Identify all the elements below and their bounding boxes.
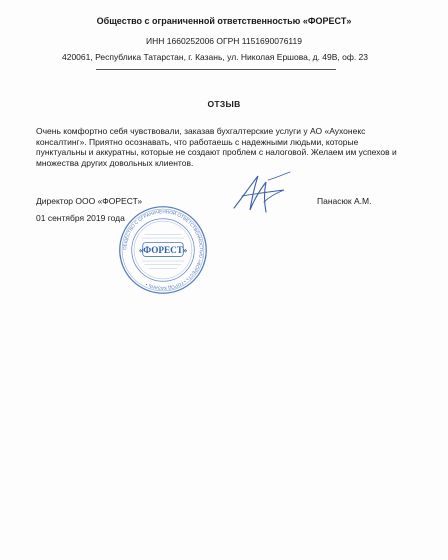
company-address: 420061, Республика Татарстан, г. Казань, ул. Николая Ершова, д. 49В, оф. 23 bbox=[62, 52, 369, 62]
registration-numbers: ИНН 1660252006 ОГРН 1151690076119 bbox=[146, 36, 302, 46]
body-line: консалтинг». Приятно осознавать, что работаешь с надежными людьми, которые bbox=[36, 136, 359, 147]
company-stamp bbox=[117, 204, 209, 296]
body-line: пунктуальны и аккуратны, которые не создают проблем с налоговой. Желаем им успехов и bbox=[36, 147, 397, 158]
letterhead-divider bbox=[96, 69, 336, 70]
stamp-logo-text: «ФОРЕСТ» bbox=[138, 244, 188, 255]
company-name: Общество с ограниченной ответственностью «ФОРЕСТ» bbox=[96, 16, 352, 26]
letter-heading: ОТЗЫВ bbox=[207, 99, 241, 109]
body-line: Очень комфортно себя чувствовали, заказав бухгалтерские услуги у АО «Аухонекс bbox=[36, 126, 366, 136]
letter-body bbox=[36, 126, 404, 168]
letter-date: 01 сентября 2019 года bbox=[36, 213, 125, 223]
body-line: множества других довольных клиентов. bbox=[36, 157, 194, 168]
signatory-position: Директор ООО «ФОРЕСТ» bbox=[36, 196, 143, 206]
signatory-name: Панасюк А.М. bbox=[317, 196, 372, 206]
stamp-ring-text: ОБЩЕСТВО С ОГРАНИЧЕННОЙ ОТВЕТСТВЕННОСТЬЮ «ФОРЕСТ» • ГОРОД КАЗАНЬ • bbox=[122, 209, 204, 291]
handwritten-signature bbox=[224, 168, 304, 216]
